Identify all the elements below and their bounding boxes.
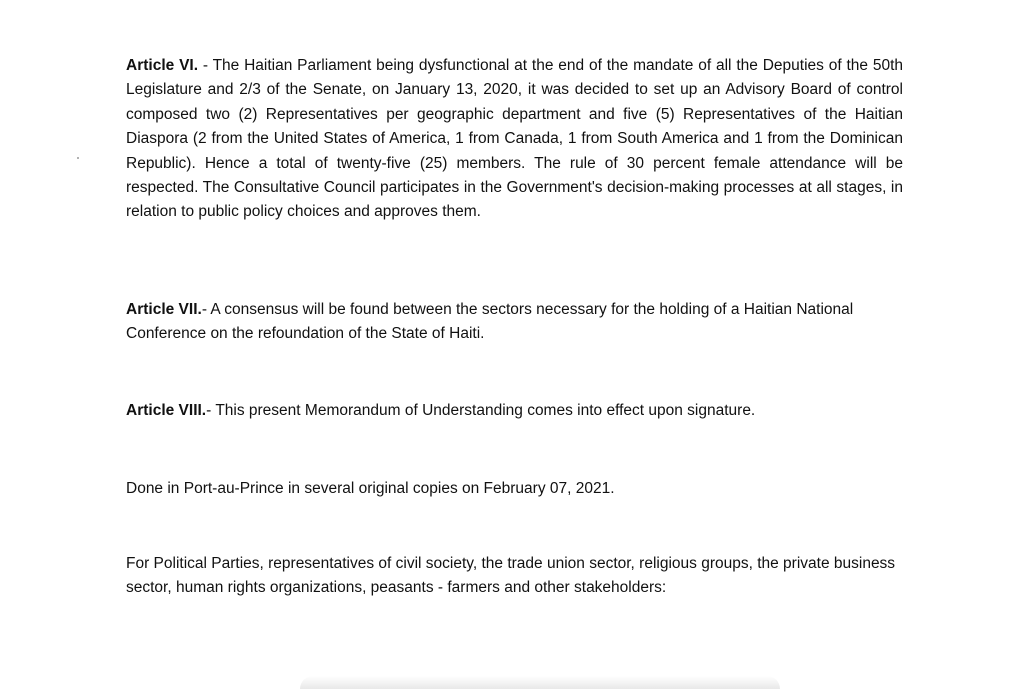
article-viii-paragraph bbox=[126, 399, 903, 423]
page-bottom-shadow bbox=[300, 676, 780, 689]
article-vi-text: - The Haitian Parliament being dysfunctional at the end of the mandate of all the Deputies of the 50th Legislature and 2/3 of the Senate, on January 13, 2020, it was decided to set up an Advisory Board of control composed two (2) Representatives per geographic department and five (5) Representatives of the Haitian Diaspora (2 from the United States of America, 1 from Canada, 1 from South America and 1 from the Dominican Republic). Hence a total of twenty-five (25) members. The rule of 30 percent female attendance will be respected. The Consultative Council participates in the Government's decision-making processes at all stages, in relation to public policy choices and approves them. bbox=[126, 57, 904, 221]
article-viii-label: Article VIII. bbox=[126, 402, 207, 419]
article-vii-label: Article VII. bbox=[126, 301, 202, 318]
article-viii-text: - This present Memorandum of Understanding comes into effect upon signature. bbox=[206, 402, 756, 419]
article-vi-paragraph bbox=[126, 54, 903, 225]
article-vii-paragraph bbox=[126, 298, 903, 347]
signatories-intro: For Political Parties, representatives of civil society, the trade union sector, religious groups, the private business sector, human rights organizations, peasants - farmers and other stakeholders: bbox=[126, 555, 896, 597]
article-vii-text: - A consensus will be found between the sectors necessary for the holding of a Haitian National Conference on the refoundation of the State of Haiti. bbox=[126, 301, 854, 343]
done-line: Done in Port-au-Prince in several original copies on February 07, 2021. bbox=[126, 480, 615, 497]
article-vi-label: Article VI. bbox=[126, 57, 199, 74]
scan-speck bbox=[77, 157, 79, 159]
